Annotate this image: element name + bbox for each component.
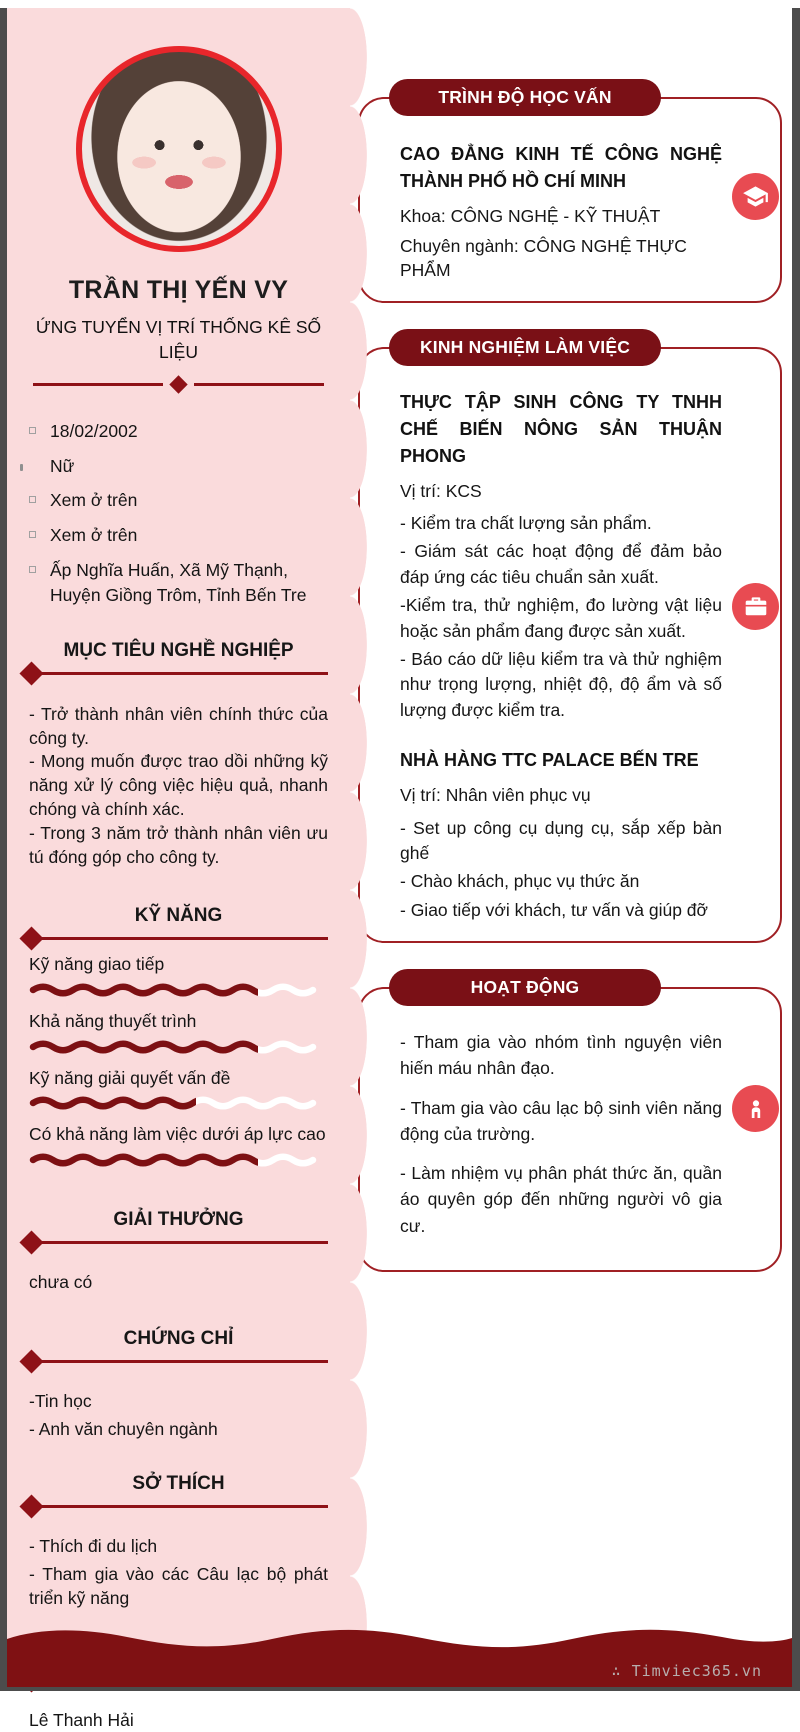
- hobby-item: - Tham gia vào các Câu lạc bộ phát triển kỹ năng: [29, 1563, 328, 1609]
- divider-line-right: [194, 383, 324, 386]
- skill-row: [29, 1123, 328, 1167]
- job-duty: -Kiểm tra, thử nghiệm, đo lường vật liệu hoặc sản phẩm đang được sản xuất.: [400, 595, 722, 641]
- job-position: Vị trí: KCS: [400, 480, 482, 501]
- experience-section-pill: [389, 329, 661, 366]
- job-duty: - Giám sát các hoạt động để đảm bảo đáp ứng các tiêu chuẩn sản xuất.: [400, 541, 722, 587]
- skill-row: [29, 953, 328, 997]
- email-value: Xem ở trên: [50, 525, 138, 546]
- address-value: Ấp Nghĩa Huấn, Xã Mỹ Thạnh, Huyện Giồng Trôm, Tỉnh Bến Tre: [50, 560, 307, 605]
- section-underline: [40, 672, 328, 675]
- square-bullet-icon: [29, 566, 36, 573]
- hobbies-body: [29, 1534, 328, 1611]
- job-company: NHÀ HÀNG TTC PALACE BẾN TRE: [400, 750, 699, 770]
- school-name: CAO ĐẲNG KINH TẾ CÔNG NGHỆ THÀNH PHỐ HỒ CHÍ MINH: [400, 144, 722, 191]
- skill-wave-bar: [29, 983, 316, 997]
- square-bullet-icon: [29, 427, 36, 434]
- section-header-skills: [29, 905, 328, 940]
- phone-value: Xem ở trên: [50, 490, 138, 511]
- info-row-address: [29, 558, 328, 608]
- birthday-value: 18/02/2002: [50, 420, 138, 441]
- applied-position: ỨNG TUYỂN VỊ TRÍ THỐNG KÊ SỐ LIỆU: [35, 317, 322, 363]
- section-header-awards: [29, 1209, 328, 1244]
- education-major: Chuyên ngành: CÔNG NGHỆ THỰC PHẨM: [400, 235, 687, 280]
- activities-card: [358, 977, 782, 1272]
- section-header-hobbies: [29, 1473, 328, 1508]
- objective-body: [29, 703, 328, 870]
- awards-body: [29, 1270, 328, 1295]
- objective-item: - Trong 3 năm trở thành nhân viên ưu tú đóng góp cho công ty.: [29, 822, 328, 867]
- person-icon: [732, 1085, 779, 1132]
- section-title: KỸ NĂNG: [134, 905, 223, 927]
- title-divider: [33, 378, 324, 391]
- activity-item: - Làm nhiệm vụ phân phát thức ăn, quần áo quyên góp đến những người vô gia cư.: [400, 1163, 722, 1236]
- divider-line-left: [33, 383, 163, 386]
- diamond-icon: [169, 375, 187, 393]
- education-faculty: Khoa: CÔNG NGHỆ - KỸ THUẬT: [400, 206, 661, 226]
- award-item: chưa có: [29, 1271, 93, 1292]
- gender-mark-icon: [20, 464, 23, 471]
- section-title: CHỨNG CHỈ: [123, 1328, 234, 1350]
- job-duty: - Kiểm tra chất lượng sản phẩm.: [400, 513, 652, 533]
- square-bullet-icon: [29, 496, 36, 503]
- hobby-item: - Thích đi du lịch: [29, 1536, 158, 1557]
- section-underline: [40, 1360, 328, 1363]
- info-row-birthday: [29, 419, 328, 444]
- objective-item: - Trở thành nhân viên chính thức của công ty.: [29, 703, 328, 748]
- skill-label: Khả năng thuyết trình: [29, 1011, 197, 1032]
- profile-photo: [76, 46, 282, 252]
- square-bullet-icon: [29, 531, 36, 538]
- frame-edge-left: [0, 8, 7, 1691]
- section-underline: [40, 937, 328, 940]
- job-duty: - Set up công cụ dụng cụ, sắp xếp bàn ghế: [400, 817, 722, 863]
- frame-edge-bottom: [0, 1687, 800, 1691]
- certificate-item: - Anh văn chuyên ngành: [29, 1418, 218, 1439]
- skill-row: [29, 1067, 328, 1111]
- job-duty: - Báo cáo dữ liệu kiểm tra và thử nghiệm như trọng lượng, nhiệt độ, độ ẩm và số lượng được kiểm tra.: [400, 648, 722, 720]
- job-company: THỰC TẬP SINH CÔNG TY TNHH CHẾ BIẾN NÔNG SẢN THUẬN PHONG: [400, 391, 722, 466]
- info-row-email: [29, 523, 328, 548]
- section-underline: [40, 1505, 328, 1508]
- gender-value: Nữ: [50, 455, 75, 476]
- activities-section-pill: [389, 969, 661, 1006]
- watermark: ∴ Timviec365.vn: [611, 1662, 762, 1680]
- job-position: Vị trí: Nhân viên phục vụ: [400, 785, 591, 805]
- briefcase-icon: [732, 583, 779, 630]
- job-duty: - Giao tiếp với khách, tư vấn và giúp đỡ: [400, 899, 709, 920]
- info-row-phone: [29, 488, 328, 513]
- objective-item: - Mong muốn được trao dồi những kỹ năng xử lý công việc hiệu quả, nhanh chóng và chính xác.: [29, 751, 328, 819]
- activity-item: - Tham gia vào câu lạc bộ sinh viên năng động của trường.: [400, 1097, 722, 1144]
- candidate-name: TRẦN THỊ YẾN VY: [68, 276, 289, 304]
- education-section-title: TRÌNH ĐỘ HỌC VẤN: [438, 87, 612, 107]
- section-title: GIẢI THƯỞNG: [113, 1208, 244, 1230]
- activities-body: [400, 1029, 722, 1239]
- info-row-gender: [29, 454, 328, 479]
- skill-wave-bar: [29, 1040, 316, 1054]
- job-duty: - Chào khách, phục vụ thức ăn: [400, 871, 640, 892]
- skill-row: [29, 1010, 328, 1054]
- footer-wave: [7, 1625, 792, 1687]
- section-header-certificates: [29, 1328, 328, 1363]
- sidebar: [7, 8, 350, 1730]
- skill-wave-bar: [29, 1096, 316, 1110]
- experience-section-title: KINH NGHIỆM LÀM VIỆC: [419, 336, 631, 357]
- section-title: SỞ THÍCH: [132, 1473, 225, 1495]
- skill-wave-bar: [29, 1153, 316, 1167]
- personal-info-list: [29, 419, 328, 608]
- certificates-body: [29, 1389, 328, 1441]
- section-underline: [40, 1241, 328, 1244]
- activities-section-title: HOẠT ĐỘNG: [470, 977, 580, 997]
- references-body: [29, 1708, 328, 1732]
- activity-item: - Tham gia vào nhóm tình nguyện viên hiến máu nhân đạo.: [400, 1032, 722, 1079]
- graduation-cap-icon: [732, 173, 779, 220]
- section-title: MỤC TIÊU NGHỀ NGHIỆP: [63, 639, 294, 661]
- skill-label: Có khả năng làm việc dưới áp lực cao: [29, 1124, 326, 1145]
- frame-edge-right: [792, 8, 800, 1691]
- skill-label: Kỹ năng giao tiếp: [29, 954, 165, 975]
- sidebar-scalloped-edge: [350, 8, 367, 1687]
- skill-label: Kỹ năng giải quyết vấn đề: [29, 1067, 231, 1088]
- education-section-pill: [389, 79, 661, 116]
- reference-item: Lê Thanh Hải: [29, 1709, 134, 1730]
- experience-card: [358, 336, 782, 944]
- section-header-objective: [29, 640, 328, 675]
- main-column: [350, 8, 792, 1272]
- certificate-item: -Tin học: [29, 1391, 92, 1412]
- education-card: [358, 87, 782, 303]
